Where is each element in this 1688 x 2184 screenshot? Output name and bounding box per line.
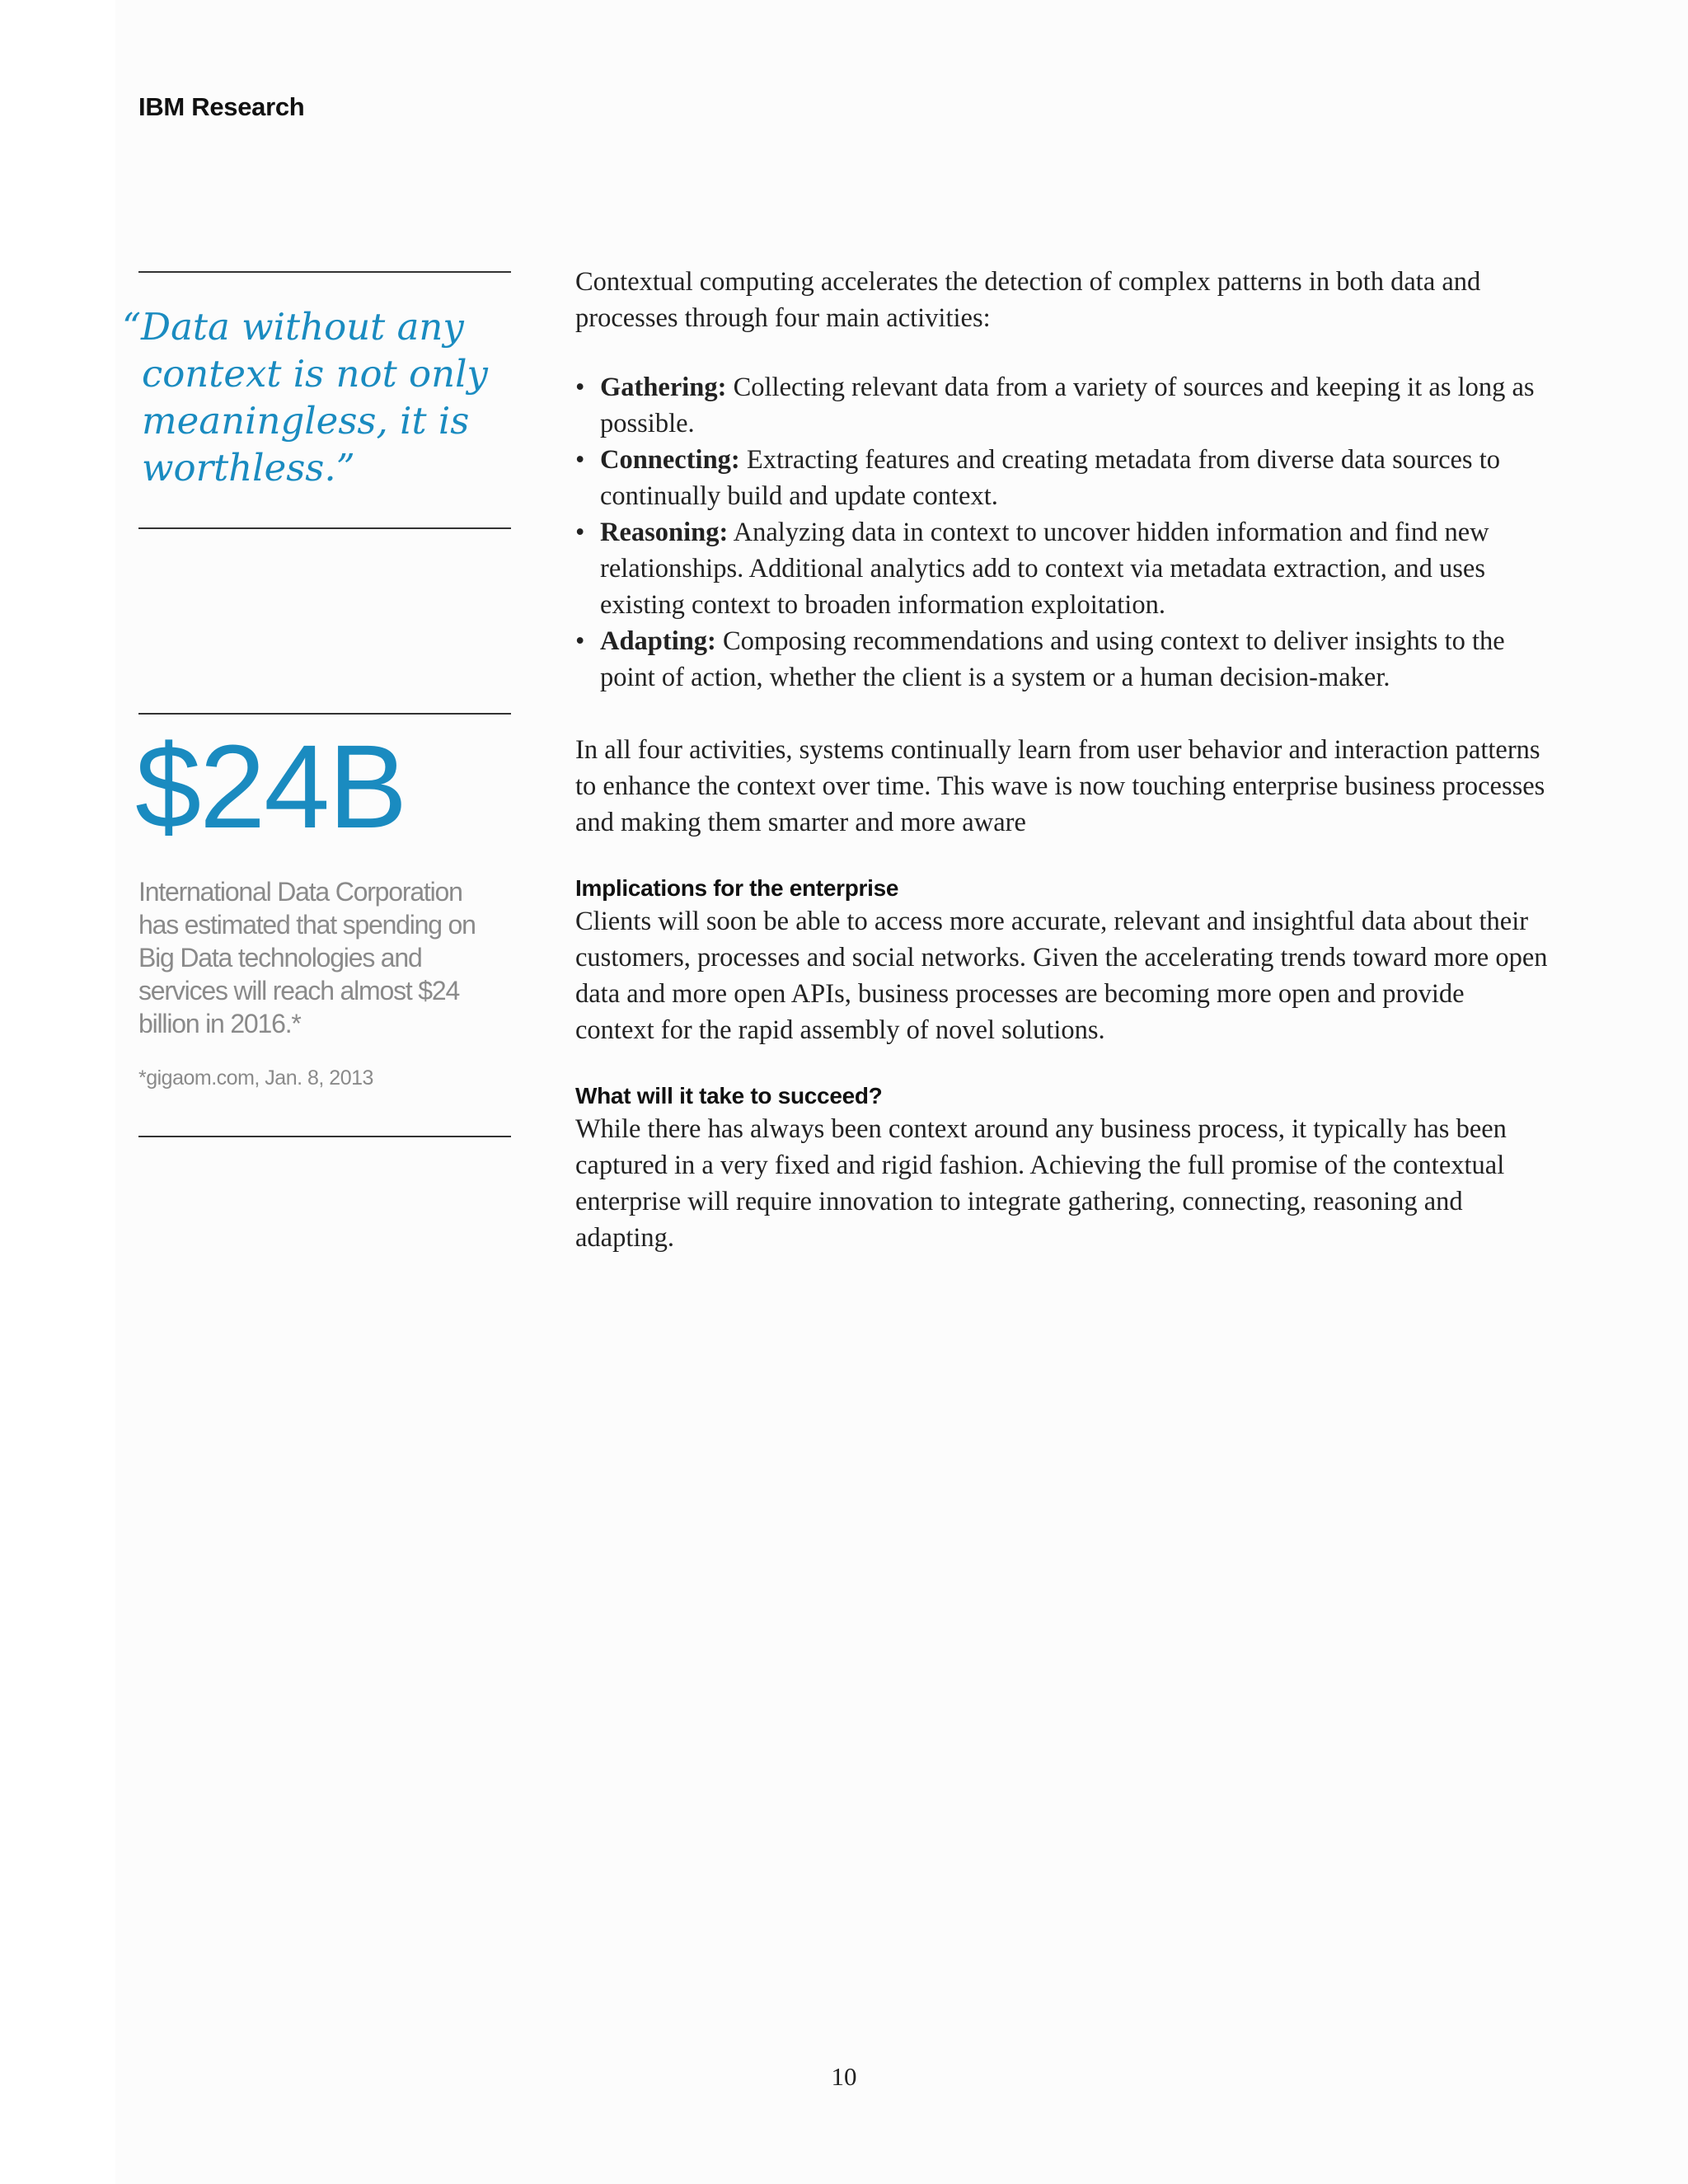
stat-source: *gigaom.com, Jan. 8, 2013 <box>138 1066 373 1090</box>
page-number: 10 <box>831 2062 857 2091</box>
activity-term: Connecting: <box>600 445 740 475</box>
bullet-icon: • <box>575 518 585 547</box>
implications-heading: Implications for the enterprise <box>575 875 899 901</box>
stat-value: $24B <box>135 720 406 853</box>
activity-text: Composing recommendations and using context to deliver insights to the point of action, whether the client is a system or a human decision-maker. <box>600 626 1505 692</box>
succeed-body: While there has always been context around any business process, it typically has been captured in a very fixed and rigid fashion. Achieving the full promise of the contextual enterprise will require innovation to integrate gathering, connecting, reasoning and adapting. <box>575 1114 1507 1253</box>
activity-term: Adapting: <box>600 626 716 656</box>
list-item <box>575 442 1548 514</box>
stat-bottom-divider <box>138 1136 511 1137</box>
bullet-icon: • <box>575 626 585 656</box>
activity-term: Reasoning: <box>600 518 729 547</box>
quote-top-divider <box>138 271 511 273</box>
implications-body: Clients will soon be able to access more accurate, relevant and insightful data about their customers, processes and social networks. Given the accelerating trends toward more open data and more open APIs, business processes are becoming more open and provide context for the rapid assembly of novel solutions. <box>575 907 1548 1045</box>
learning-paragraph: In all four activities, systems continually learn from user behavior and interaction patterns to enhance the context over time. This wave is now touching enterprise business processes and making them smarter and more aware <box>575 735 1545 837</box>
header-title: IBM Research <box>138 92 305 121</box>
activities-list <box>575 369 1548 696</box>
activity-text: Collecting relevant data from a variety of sources and keeping it as long as possible. <box>600 373 1535 438</box>
list-item <box>575 369 1548 442</box>
bullet-icon: • <box>575 373 585 402</box>
list-item <box>575 514 1548 623</box>
pull-quote-line: “Data without any <box>122 305 464 349</box>
pull-quote <box>122 303 488 491</box>
main-content <box>575 264 1548 1256</box>
pull-quote-line: meaningless, it is <box>142 399 470 443</box>
list-item <box>575 623 1548 696</box>
stat-top-divider <box>138 713 511 715</box>
stat-description: International Data Corporation has estimated that spending on Big Data technologies and services will reach almost $24 billion in 2016.* <box>138 877 476 1038</box>
quote-bottom-divider <box>138 527 511 529</box>
intro-paragraph: Contextual computing accelerates the detection of complex patterns in both data and processes through four main activities: <box>575 267 1481 333</box>
pull-quote-line: worthless.” <box>142 446 355 490</box>
pull-quote-line: context is not only <box>142 352 488 396</box>
activity-term: Gathering: <box>600 373 727 402</box>
activity-text: Extracting features and creating metadata from diverse data sources to continually build and update context. <box>600 445 1500 511</box>
bullet-icon: • <box>575 445 585 475</box>
activity-text: Analyzing data in context to uncover hidden information and find new relationships. Additional analytics add to context via metadata extraction, and uses existing context to broaden information exploitation. <box>600 518 1489 620</box>
succeed-heading: What will it take to succeed? <box>575 1083 883 1108</box>
